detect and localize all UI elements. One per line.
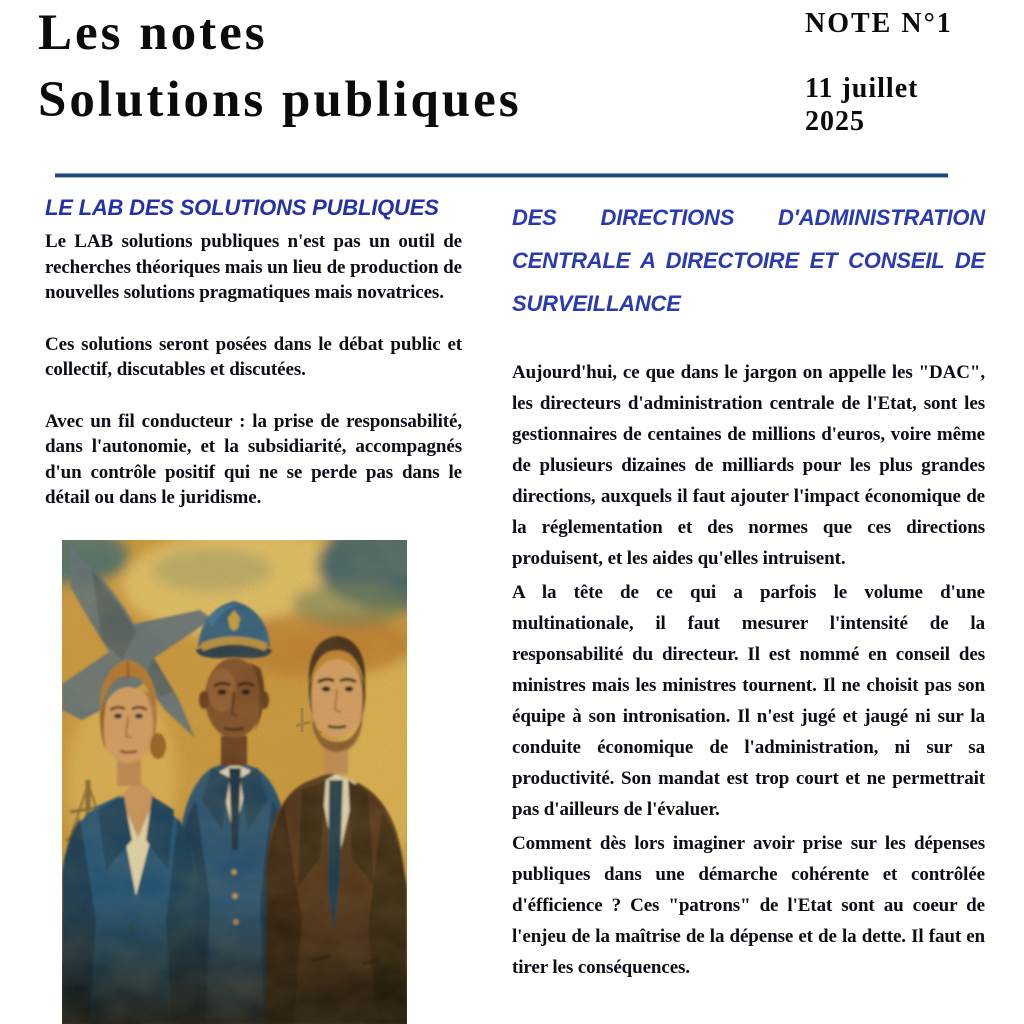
left-paragraph-2: Ces solutions seront posées dans le débat public et collectif, discutables et discutées. [45, 333, 462, 380]
cover-illustration [62, 540, 407, 1024]
right-paragraph-1: Aujourd'hui, ce que dans le jargon on appelle les "DAC", les directeurs d'administration centrale de l'Etat, sont les gestionnaires de centaines de millions d'euros, voire même de plusieurs dizaines de milliards pour les plus grandes directions, auxquels il faut ajouter l'impact économique de la réglementation et des normes que ces directions produisent, et les aides qu'elles intruisent. [512, 362, 985, 569]
three-officials-oil-painting [62, 540, 407, 1024]
dac-heading-line-2: CENTRALE A DIRECTOIRE ET CONSEIL DE [512, 248, 985, 273]
left-column [45, 195, 462, 537]
title-line-2: Solutions publiques [38, 72, 522, 128]
right-paragraph-3: Comment dès lors imaginer avoir prise sur les dépenses publiques dans une démarche cohérente et contrôlée d'éfficience ? Ces "patrons" de l'Etat sont au coeur de l'enjeu de la maîtrise de la dépense et de la dette. Il faut en tirer les conséquences. [512, 833, 985, 978]
issue-date-line-2: 2025 [805, 106, 865, 137]
right-column [512, 196, 985, 986]
header-rule [55, 173, 948, 178]
section-heading-lab: LE LAB DES SOLUTIONS PUBLIQUES [45, 195, 439, 220]
title-line-1: Les notes [38, 5, 268, 61]
newsletter-title [38, 0, 522, 134]
left-paragraph-3: Avec un fil conducteur : la prise de responsabilité, dans l'autonomie, et la subsidiarité, accompagnés d'un contrôle positif qui ne se perde pas dans le détail ou dans le juridisme. [45, 410, 462, 508]
dac-heading-line-1: DES DIRECTIONS D'ADMINISTRATION [512, 205, 985, 230]
right-paragraph-2: A la tête de ce qui a parfois le volume d'une multinationale, il faut mesurer l'intensité de la responsabilité du directeur. Il est nommé en conseil des ministres mais les ministres tournent. Il ne choisit pas son équipe à son intronisation. Il n'est jugé et jaugé ni sur la conduite économique de l'administration, ni sur sa productivité. Son mandat est trop court et ne permettrait pas d'ailleurs de l'évaluer. [512, 582, 985, 820]
issue-date-line-1: 11 juillet [805, 73, 919, 104]
left-paragraph-1: Le LAB solutions publiques n'est pas un outil de recherches théoriques mais un lieu de production de nouvelles solutions pragmatiques mais novatrices. [45, 231, 462, 303]
issue-date [805, 72, 918, 138]
section-heading-dac [512, 196, 985, 325]
canvas-grain-overlay [62, 540, 407, 1024]
note-number: NOTE N°1 [805, 8, 953, 39]
dac-heading-line-3: SURVEILLANCE [512, 291, 681, 316]
